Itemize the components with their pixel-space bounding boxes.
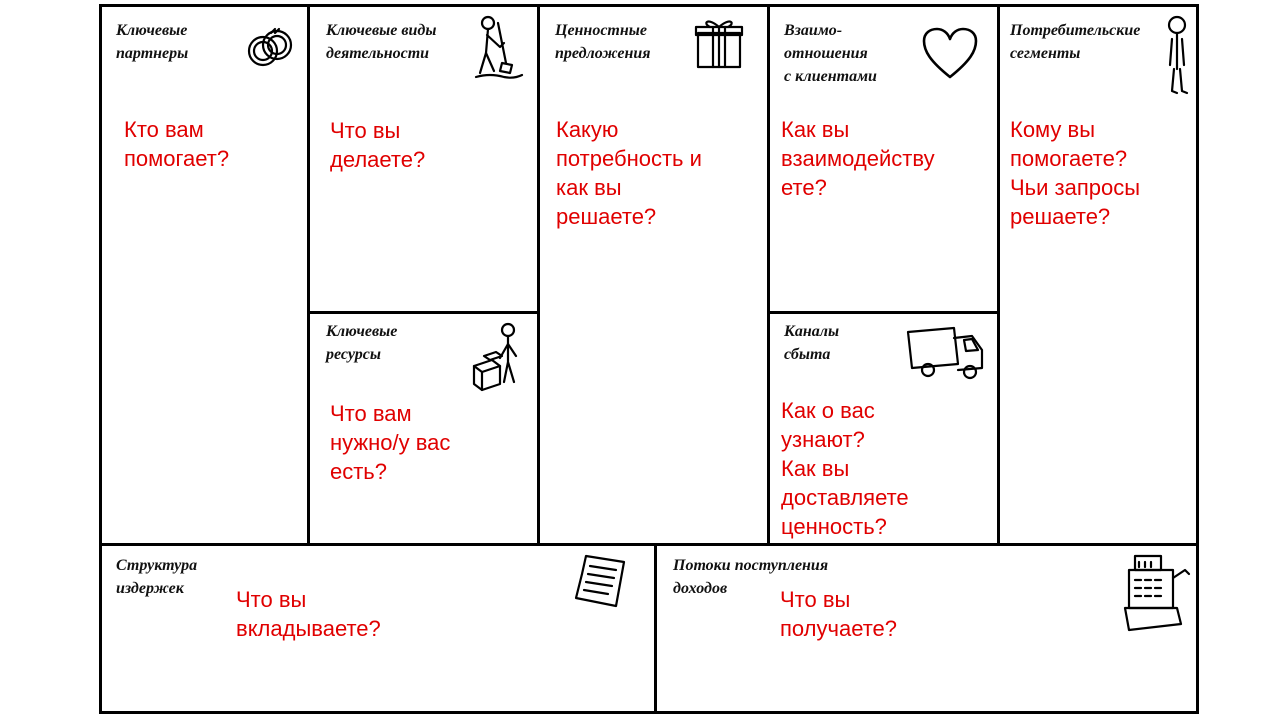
block-cost-structure: [102, 546, 654, 711]
customer-relationships-title: Взаимо- отношения с клиентами: [784, 22, 877, 85]
key-activities-question: Что вы делаете?: [330, 118, 426, 172]
customer-segments-question: Кому вы помогаете? Чьи запросы решаете?: [1010, 117, 1141, 229]
frame-bottom-border: [99, 711, 1199, 714]
channels-title: Каналы сбыта: [784, 323, 840, 363]
customer-relationships-question: Как вы взаимодейству ете?: [781, 117, 935, 200]
key-resources-title: Ключевые ресурсы: [326, 323, 398, 363]
standing-person-icon: [1163, 13, 1191, 95]
revenue-streams-question: Что вы получаете?: [780, 587, 898, 641]
heart-icon: [922, 27, 978, 79]
block-customer-segments: [1000, 7, 1196, 543]
customer-segments-title: Потребительские сегменты: [1010, 22, 1141, 62]
key-resources-question: Что вам нужно/у вас есть?: [330, 401, 451, 484]
key-activities-title: Ключевые виды деятельности: [326, 22, 437, 62]
cost-structure-question: Что вы вкладываете?: [236, 587, 381, 641]
digging-worker-icon: [470, 13, 526, 83]
key-partners-title: Ключевые партнеры: [116, 22, 189, 62]
block-channels: [770, 314, 997, 543]
block-revenue-streams: [657, 546, 1196, 711]
worker-with-boxes-icon: [470, 320, 526, 392]
wedding-rings-icon: [245, 23, 297, 71]
cost-structure-title: Структура издержек: [116, 557, 198, 597]
block-key-activities: [310, 7, 537, 311]
key-partners-question: Кто вам помогает?: [124, 117, 230, 171]
value-propositions-question: Какую потребность и как вы решаете?: [556, 117, 702, 229]
block-customer-relationships: [770, 7, 997, 311]
cash-register-icon: [1123, 552, 1191, 632]
gift-box-icon: [694, 15, 744, 71]
frame-right-border: [1196, 4, 1199, 714]
revenue-streams-title: Потоки поступления доходов: [673, 557, 829, 597]
delivery-truck-icon: [906, 324, 986, 382]
channels-question: Как о вас узнают? Как вы доставляете ценность?: [781, 398, 909, 539]
block-value-propositions: [540, 7, 767, 543]
block-key-resources: [310, 314, 537, 543]
document-icon: [572, 552, 628, 608]
block-key-partners: [102, 7, 307, 543]
value-propositions-title: Ценностные предложения: [555, 22, 651, 62]
